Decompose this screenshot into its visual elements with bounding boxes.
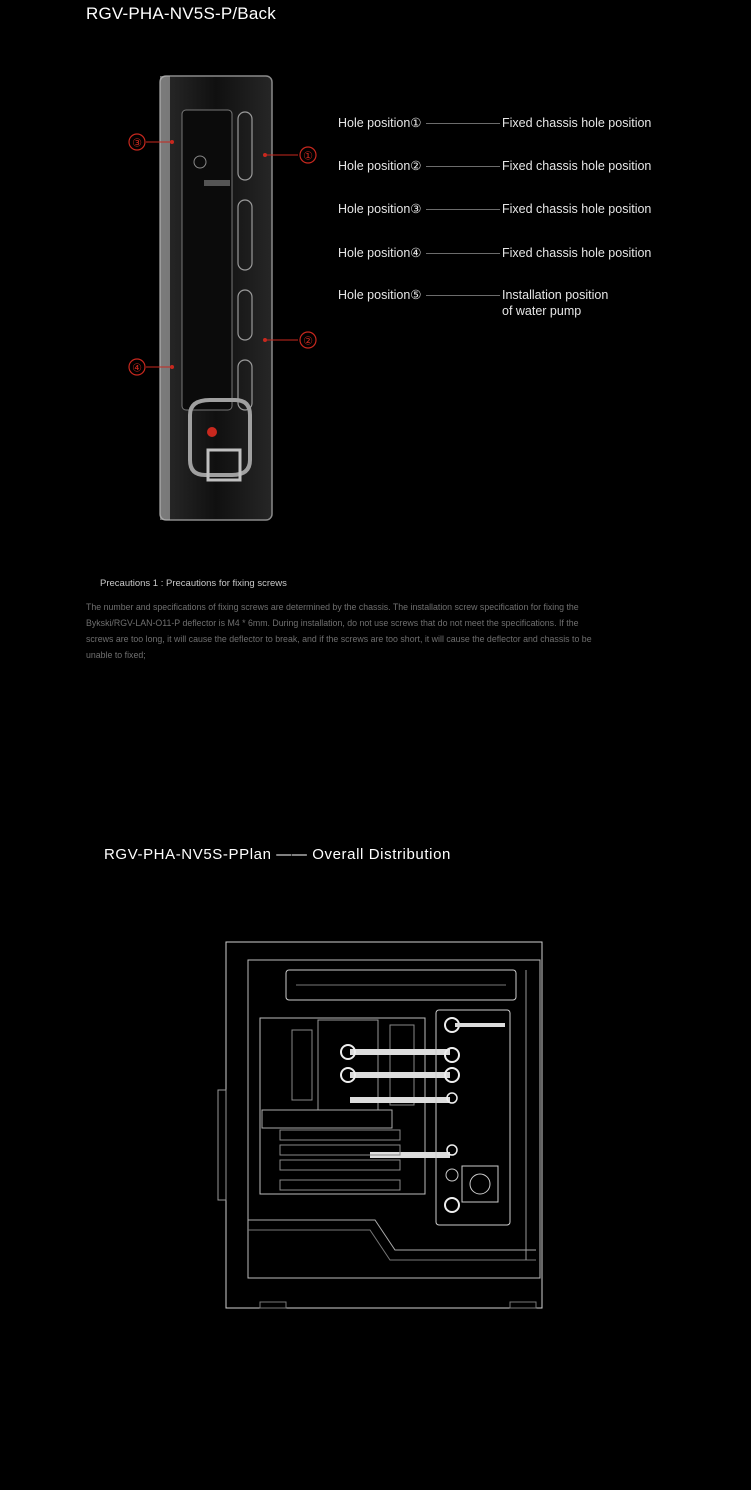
precautions-title: Precautions 1 : Precautions for fixing screws: [100, 578, 287, 589]
callout-description: Fixed chassis hole position: [502, 116, 652, 130]
callout-description-line-2: of water pump: [502, 304, 582, 318]
chassis-layout-image: [200, 930, 550, 1315]
callout-description-line-1: Installation position: [502, 288, 609, 302]
callout-label: Hole position③: [338, 202, 422, 216]
callout-leader-line: [426, 253, 500, 254]
callout-description: Fixed chassis hole position: [502, 202, 652, 216]
marker-4: ④: [132, 362, 142, 375]
precautions-body: The number and specifications of fixing screws are determined by the chassis. The installation screw specification for fixing the Bykski/RGV-LAN-O11-P deflector is M4 * 6mm. During installation, do not use screws that do not meet the specifications. If the screws are too long, it will cause the deflector to break, and if the screws are too short, it will cause the deflector and chassis to be unable to fixed;: [86, 602, 592, 660]
marker-3: ③: [132, 137, 142, 150]
section-title-overall-distribution: RGV-PHA-NV5S-PPlan —— Overall Distribution: [104, 846, 451, 863]
callout-description: Fixed chassis hole position: [502, 246, 652, 260]
section-title-back: RGV-PHA-NV5S-P/Back: [86, 4, 276, 23]
callout-leader-line: [426, 166, 500, 167]
callout-label: Hole position④: [338, 246, 422, 260]
callout-description: Fixed chassis hole position: [502, 159, 652, 173]
callout-leader-line: [426, 295, 500, 296]
callout-leader-line: [426, 209, 500, 210]
callout-label: Hole position①: [338, 116, 422, 130]
callout-description: [502, 287, 608, 319]
callout-label: Hole position②: [338, 159, 422, 173]
distribution-panel-image: [120, 70, 330, 530]
marker-2: ②: [303, 335, 313, 348]
callout-label: Hole position⑤: [338, 288, 422, 302]
marker-1: ①: [303, 150, 313, 163]
callout-leader-line: [426, 123, 500, 124]
